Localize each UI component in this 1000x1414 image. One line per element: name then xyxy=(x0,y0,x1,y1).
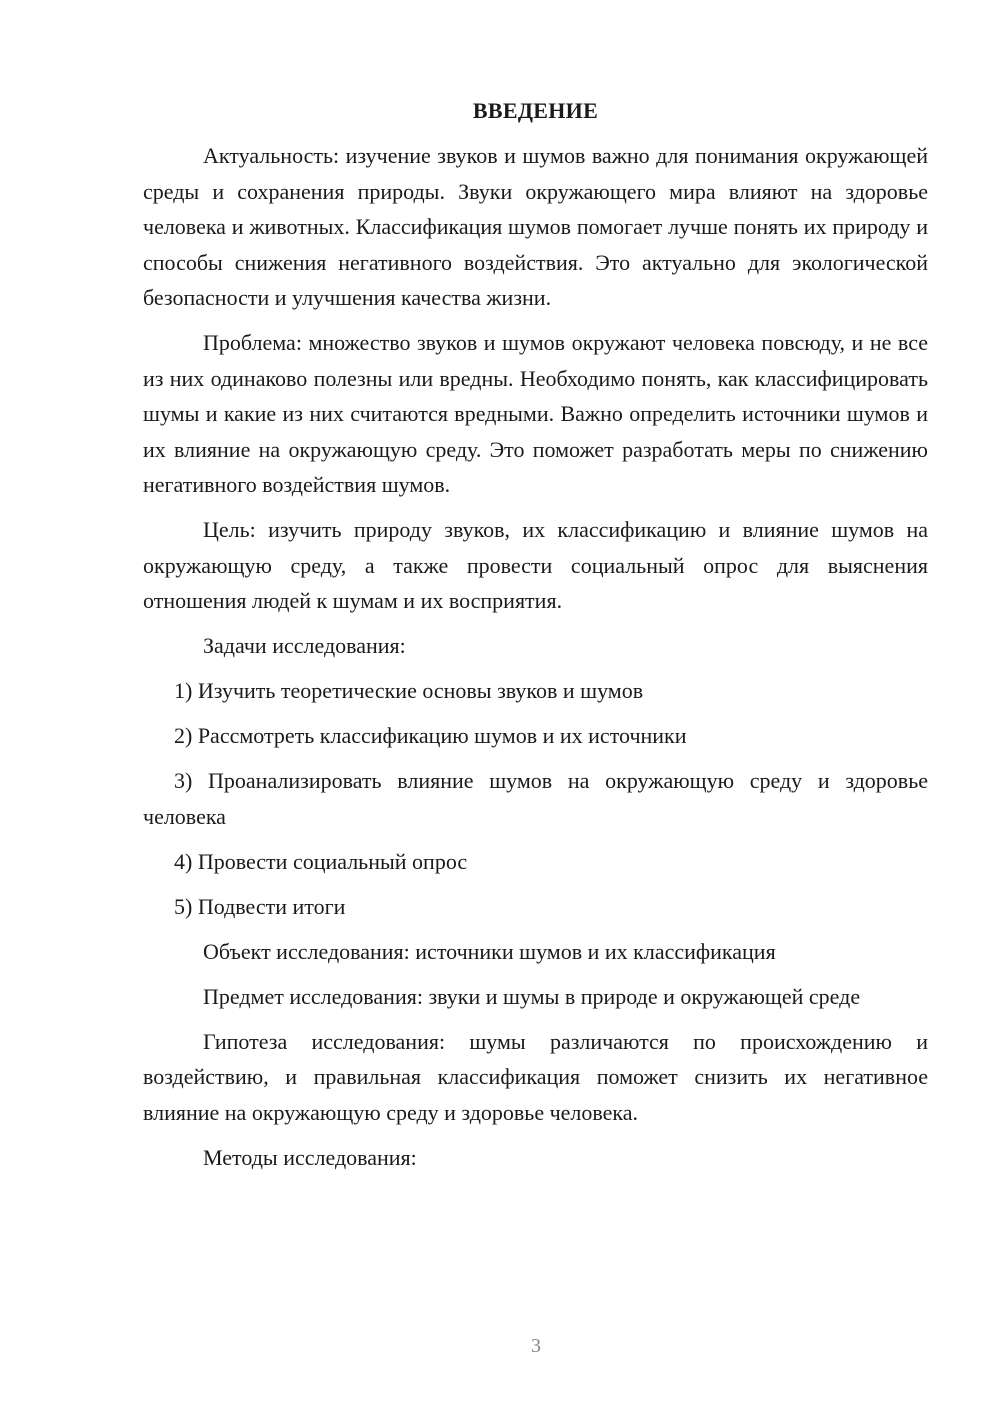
object-paragraph: Объект исследования: источники шумов и их классификация xyxy=(203,938,776,964)
relevance-paragraph: Актуальность: изучение звуков и шумов важно для понимания окружающей среды и сохранения природы. Звуки окружающего мира влияют на здоровье человека и животных. Классификация шумов помогает лучше понять их природу и способы снижения негативного воздействия. Это актуально для экологической безопасности и улучшения качества жизни. xyxy=(143,143,928,310)
section-title: ВВЕДЕНИЕ xyxy=(472,98,599,123)
document-page xyxy=(143,96,928,1185)
tasks-heading: Задачи исследования: xyxy=(203,633,406,658)
problem-paragraph: Проблема: множество звуков и шумов окружают человека повсюду, и не все из них одинаково полезны или вредны. Необходимо понять, как классифицировать шумы и какие из них считаются вредными. Важно определить источники шумов и их влияние на окружающую среду. Это поможет разработать меры по снижению негативного воздействия шумов. xyxy=(143,330,928,497)
task-item: 2) Рассмотреть классификацию шумов и их источники xyxy=(174,723,687,748)
subject-paragraph: Предмет исследования: звуки и шумы в природе и окружающей среде xyxy=(203,983,861,1009)
task-item: 3) Проанализировать влияние шумов на окружающую среду и здоровье человека xyxy=(143,768,928,829)
task-item: 1) Изучить теоретические основы звуков и шумов xyxy=(174,678,644,703)
hypothesis-paragraph: Гипотеза исследования: шумы различаются по происхождению и воздействию, и правильная классификация поможет снизить их негативное влияние на окружающую среду и здоровье человека. xyxy=(143,1028,928,1125)
page-number: 3 xyxy=(531,1335,541,1357)
task-item: 5) Подвести итоги xyxy=(174,893,346,919)
methods-heading: Методы исследования: xyxy=(203,1144,417,1170)
task-item: 4) Провести социальный опрос xyxy=(174,848,468,874)
goal-paragraph: Цель: изучить природу звуков, их классификацию и влияние шумов на окружающую среду, а также провести социальный опрос для выяснения отношения людей к шумам и их восприятия. xyxy=(143,517,928,613)
